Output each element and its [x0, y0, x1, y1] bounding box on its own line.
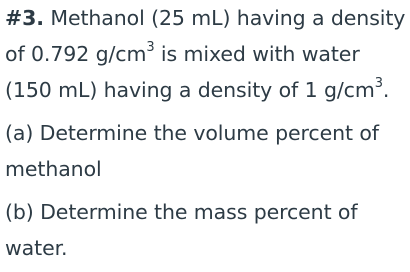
part-b-line-2: water. [5, 236, 68, 260]
problem-line-3 [5, 72, 407, 108]
problem-number: #3. [5, 6, 44, 30]
part-a-line-2: methanol [5, 157, 102, 181]
problem-line-2 [5, 36, 407, 72]
problem-text-line-1: Methanol (25 mL) having a density [43, 6, 406, 30]
part-a [5, 115, 407, 187]
problem-statement [5, 0, 407, 266]
part-b-line-1: (b) Determine the mass percent of [5, 200, 358, 224]
density-water-text: (150 mL) having a density of 1 g/cm [5, 78, 375, 102]
part-b [5, 194, 407, 266]
superscript-exponent: 3 [146, 40, 155, 56]
part-a-line-1: (a) Determine the volume percent of [5, 121, 379, 145]
problem-text-line-3-end: . [382, 78, 390, 102]
superscript-exponent: 3 [374, 76, 383, 92]
density-methanol-text: of 0.792 g/cm [5, 42, 147, 66]
problem-line-1 [5, 0, 407, 36]
problem-text-line-2-end: is mixed with water [154, 42, 360, 66]
